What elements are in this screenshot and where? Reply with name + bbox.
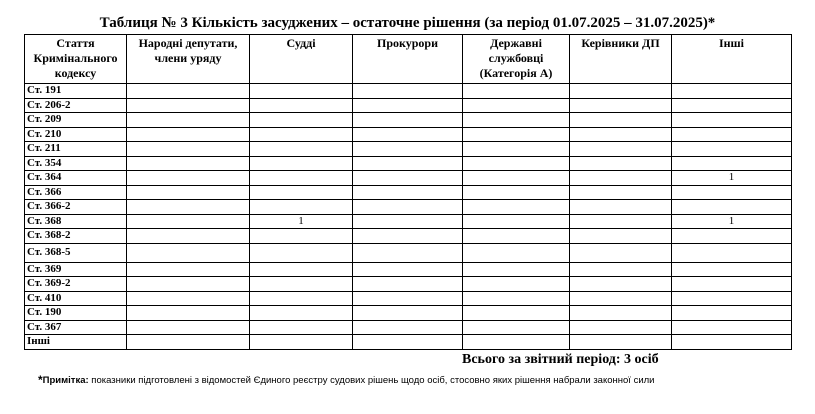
- value-cell: [463, 291, 570, 306]
- article-cell: Ст. 190: [25, 306, 127, 321]
- value-cell: [250, 200, 353, 215]
- header-row: [25, 35, 792, 84]
- value-cell: [463, 84, 570, 99]
- value-cell: [672, 335, 792, 350]
- value-cell: [463, 214, 570, 229]
- value-cell: [353, 320, 463, 335]
- value-cell: [127, 229, 250, 244]
- table-row: [25, 200, 792, 215]
- value-cell: [463, 127, 570, 142]
- value-cell: [353, 229, 463, 244]
- value-cell: [570, 142, 672, 157]
- table-row: [25, 142, 792, 157]
- value-cell: [570, 98, 672, 113]
- article-cell: Ст. 368-2: [25, 229, 127, 244]
- value-cell: [570, 335, 672, 350]
- value-cell: [127, 320, 250, 335]
- table-row: [25, 156, 792, 171]
- value-cell: [463, 243, 570, 262]
- value-cell: [463, 185, 570, 200]
- article-cell: Ст. 364: [25, 171, 127, 186]
- value-cell: [250, 98, 353, 113]
- value-cell: [672, 306, 792, 321]
- value-cell: [127, 277, 250, 292]
- value-cell: [250, 335, 353, 350]
- value-cell: [353, 291, 463, 306]
- value-cell: [353, 214, 463, 229]
- value-cell: [250, 185, 353, 200]
- value-cell: [570, 214, 672, 229]
- footnote-text: показники підготовлені з відомостей Єдиного реєстру судових рішень щодо осіб, стосовно яких рішення набрали законної сили: [88, 375, 655, 386]
- value-cell: [127, 171, 250, 186]
- article-cell: Ст. 367: [25, 320, 127, 335]
- value-cell: [570, 291, 672, 306]
- value-cell: [353, 113, 463, 128]
- value-cell: [672, 320, 792, 335]
- article-cell: Ст. 366: [25, 185, 127, 200]
- table-row: [25, 291, 792, 306]
- value-cell: [672, 229, 792, 244]
- value-cell: [353, 185, 463, 200]
- value-cell: [353, 262, 463, 277]
- value-cell: [463, 142, 570, 157]
- value-cell: [250, 306, 353, 321]
- value-cell: [353, 84, 463, 99]
- value-cell: [570, 262, 672, 277]
- value-cell: [353, 306, 463, 321]
- value-cell: [250, 171, 353, 186]
- article-cell: Ст. 368: [25, 214, 127, 229]
- table-row: [25, 277, 792, 292]
- value-cell: [463, 156, 570, 171]
- value-cell: [672, 185, 792, 200]
- article-cell: Ст. 366-2: [25, 200, 127, 215]
- value-cell: [463, 98, 570, 113]
- value-cell: [570, 156, 672, 171]
- value-cell: [250, 229, 353, 244]
- table-row: [25, 185, 792, 200]
- footnote-label: Примітка:: [42, 375, 89, 386]
- value-cell: [672, 262, 792, 277]
- value-cell: [250, 320, 353, 335]
- header-mps: Народні депутати, члени уряду: [127, 35, 250, 84]
- value-cell: [570, 200, 672, 215]
- convictions-table: [24, 34, 792, 350]
- value-cell: [250, 84, 353, 99]
- value-cell: [353, 200, 463, 215]
- value-cell: [353, 156, 463, 171]
- table-title: Таблиця № 3 Кількість засуджених – остаточне рішення (за період 01.07.2025 – 31.07.2025)*: [99, 15, 716, 31]
- header-others: Інші: [672, 35, 792, 84]
- value-cell: [250, 277, 353, 292]
- value-cell: [570, 185, 672, 200]
- value-cell: [127, 127, 250, 142]
- article-cell: Ст. 368-5: [25, 243, 127, 262]
- value-cell: [250, 127, 353, 142]
- value-cell: 1: [672, 214, 792, 229]
- value-cell: [353, 142, 463, 157]
- header-article: Стаття Кримінального кодексу: [25, 35, 127, 84]
- article-cell: Інші: [25, 335, 127, 350]
- table-row: [25, 84, 792, 99]
- value-cell: [127, 214, 250, 229]
- value-cell: [570, 320, 672, 335]
- header-prosecutors: Прокурори: [353, 35, 463, 84]
- value-cell: [570, 113, 672, 128]
- value-cell: [570, 127, 672, 142]
- article-cell: Ст. 410: [25, 291, 127, 306]
- value-cell: [463, 200, 570, 215]
- value-cell: [127, 84, 250, 99]
- value-cell: [250, 262, 353, 277]
- value-cell: [250, 156, 353, 171]
- value-cell: [672, 243, 792, 262]
- table-row: [25, 335, 792, 350]
- value-cell: [127, 142, 250, 157]
- value-cell: [672, 98, 792, 113]
- value-cell: [250, 243, 353, 262]
- table-row: [25, 229, 792, 244]
- article-cell: Ст. 206-2: [25, 98, 127, 113]
- article-cell: Ст. 369: [25, 262, 127, 277]
- value-cell: [463, 113, 570, 128]
- header-judges: Судді: [250, 35, 353, 84]
- value-cell: 1: [672, 171, 792, 186]
- article-cell: Ст. 191: [25, 84, 127, 99]
- value-cell: [463, 277, 570, 292]
- table-row: [25, 171, 792, 186]
- header-soe-heads: Керівники ДП: [570, 35, 672, 84]
- value-cell: [672, 127, 792, 142]
- footnote-asterisk: *: [38, 373, 43, 387]
- table-row: [25, 98, 792, 113]
- value-cell: [127, 200, 250, 215]
- value-cell: [672, 277, 792, 292]
- value-cell: [672, 200, 792, 215]
- value-cell: [353, 127, 463, 142]
- value-cell: [570, 229, 672, 244]
- value-cell: [127, 262, 250, 277]
- table-row: [25, 214, 792, 229]
- value-cell: [570, 84, 672, 99]
- value-cell: [127, 291, 250, 306]
- article-cell: Ст. 369-2: [25, 277, 127, 292]
- value-cell: [463, 306, 570, 321]
- value-cell: [353, 171, 463, 186]
- value-cell: [127, 243, 250, 262]
- value-cell: [672, 142, 792, 157]
- value-cell: [463, 262, 570, 277]
- table-body: [25, 84, 792, 350]
- article-cell: Ст. 209: [25, 113, 127, 128]
- value-cell: [127, 156, 250, 171]
- value-cell: [463, 335, 570, 350]
- table-row: [25, 127, 792, 142]
- value-cell: [570, 306, 672, 321]
- value-cell: [672, 156, 792, 171]
- value-cell: [353, 277, 463, 292]
- value-cell: [250, 113, 353, 128]
- table-row: [25, 306, 792, 321]
- value-cell: 1: [250, 214, 353, 229]
- value-cell: [672, 113, 792, 128]
- value-cell: [463, 320, 570, 335]
- value-cell: [570, 277, 672, 292]
- value-cell: [463, 171, 570, 186]
- value-cell: [570, 243, 672, 262]
- header-civil-servants: Державні службовці (Категорія А): [463, 35, 570, 84]
- value-cell: [672, 84, 792, 99]
- value-cell: [353, 243, 463, 262]
- value-cell: [353, 98, 463, 113]
- value-cell: [353, 335, 463, 350]
- article-cell: Ст. 354: [25, 156, 127, 171]
- total-summary: Всього за звітний період: 3 осіб: [462, 352, 659, 367]
- value-cell: [250, 142, 353, 157]
- value-cell: [127, 113, 250, 128]
- footnote: [38, 373, 654, 387]
- article-cell: Ст. 211: [25, 142, 127, 157]
- table-row: [25, 113, 792, 128]
- article-cell: Ст. 210: [25, 127, 127, 142]
- value-cell: [570, 171, 672, 186]
- value-cell: [672, 291, 792, 306]
- value-cell: [127, 335, 250, 350]
- value-cell: [463, 229, 570, 244]
- value-cell: [127, 306, 250, 321]
- table-row: [25, 243, 792, 262]
- table-row: [25, 262, 792, 277]
- value-cell: [250, 291, 353, 306]
- table-row: [25, 320, 792, 335]
- value-cell: [127, 98, 250, 113]
- value-cell: [127, 185, 250, 200]
